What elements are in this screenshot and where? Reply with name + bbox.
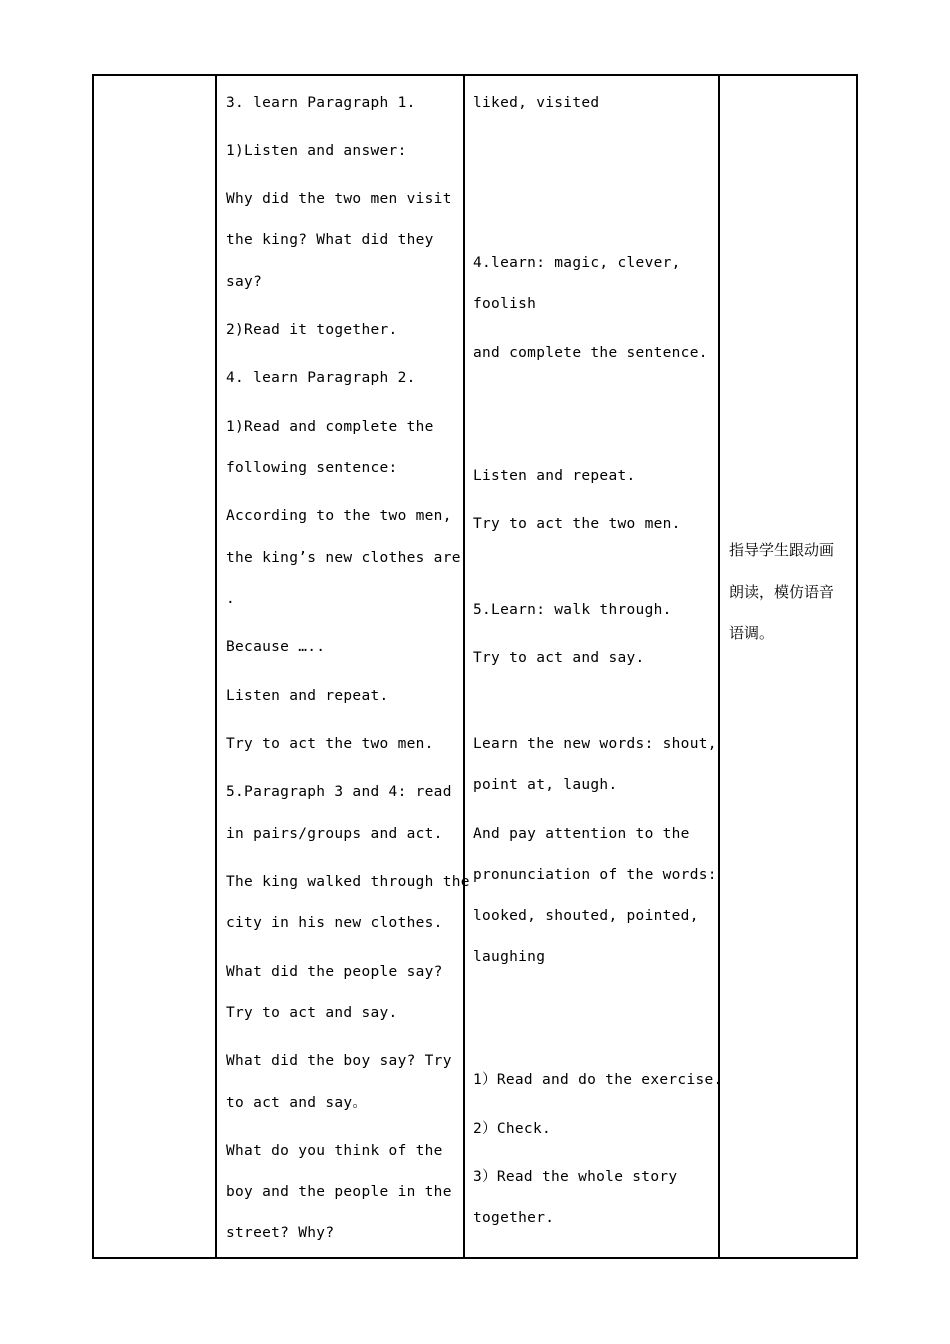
text-line: liked, visited [473,95,600,111]
text-line: Try to act and say. [226,1005,398,1021]
text-line: 4.learn: magic, clever, [473,255,681,271]
text-line: What did the boy say? Try [226,1053,452,1069]
text-line: 3. learn Paragraph 1. [226,95,416,111]
text-line: 5.Paragraph 3 and 4: read [226,784,452,800]
text-line: 5.Learn: walk through. [473,602,672,618]
text-line: point at, laugh. [473,777,618,793]
student-activity-column [465,74,723,1259]
text-line: Why did the two men visit [226,191,452,207]
text-line: the king? What did they [226,232,434,248]
text-line: the king’s new clothes are [226,550,461,566]
text-line: pronunciation of the words: [473,867,717,883]
text-line: street? Why? [226,1225,335,1241]
teacher-activity-column [217,74,470,1259]
text-line: together. [473,1210,555,1226]
text-line: 1)Read and complete the [226,419,434,435]
text-line: 1）Read and do the exercise. [473,1072,723,1088]
text-line: looked, shouted, pointed, [473,908,699,924]
text-line: And pay attention to the [473,826,690,842]
empty-first-column [94,74,215,1259]
text-line: Learn the new words: shout, [473,736,717,752]
text-line: say? [226,274,263,290]
text-line: 语调。 [729,624,775,642]
text-line: 2)Read it together. [226,322,398,338]
text-line: Listen and repeat. [226,688,389,704]
text-line: Try to act and say. [473,650,645,666]
text-line: Try to act the two men. [226,736,434,752]
text-line: Try to act the two men. [473,516,681,532]
text-line: According to the two men, [226,508,452,524]
text-line: in pairs/groups and act. [226,826,443,842]
text-line: 2）Check. [473,1121,552,1137]
design-intent-column [720,74,856,1259]
text-line: to act and say。 [226,1095,368,1111]
text-line: What do you think of the [226,1143,443,1159]
text-line: laughing [473,949,546,965]
text-line: Listen and repeat. [473,468,636,484]
text-line: following sentence: [226,460,398,476]
text-line: 4. learn Paragraph 2. [226,370,416,386]
text-line: 3）Read the whole story [473,1169,678,1185]
text-line: and complete the sentence. [473,345,708,361]
text-line: The king walked through the [226,874,470,890]
text-line: What did the people say? [226,964,443,980]
text-line: foolish [473,296,537,312]
text-line: 朗读，模仿语音 [729,583,835,601]
text-line: boy and the people in the [226,1184,452,1200]
text-line: 1)Listen and answer: [226,143,407,159]
text-line: 指导学生跟动画 [729,541,835,559]
text-line: Because ….. [226,639,326,655]
text-line: . [226,591,236,607]
text-line: city in his new clothes. [226,915,443,931]
